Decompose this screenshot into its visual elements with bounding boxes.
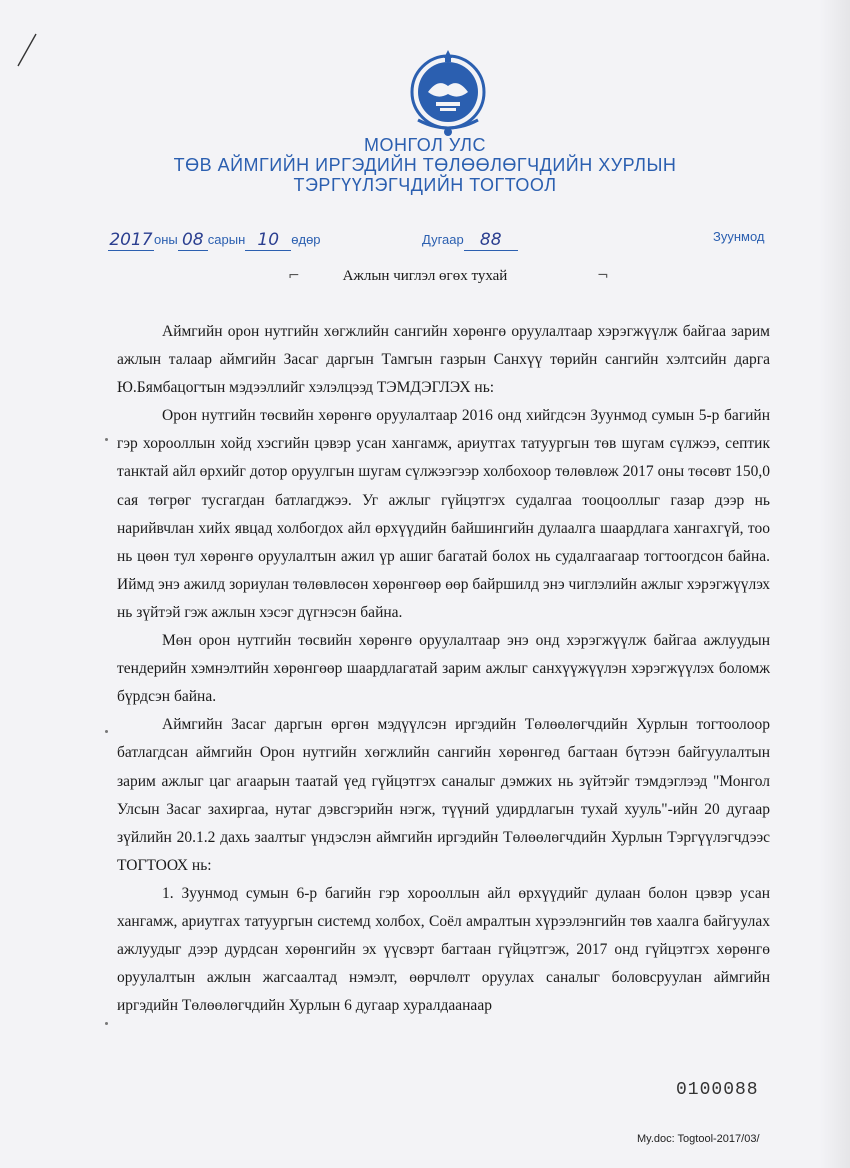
paragraph: Аймгийн Засаг даргын өргөн мэдүүлсэн иргэдийн Төлөөлөгчдийн Хурлын тогтоолоор батлагдсан аймгийн Орон нутгийн хөгжлийн сангийн хөрөнгөд багтаан бүтээн байгуулалтын зарим ажлыг цаг агаарын таатай үед гүйцэтгэх саналыг дэмжих нь зүйтэйг тэмдэглээд "Монгол Улсын Засаг захиргаа, нутаг дэвсгэрийн нэгж, түүний удирдлагын тухай хууль"-ийн 20 дугаар зүйлийн 20.1.2 дахь заалтыг үндэслэн аймгийн иргэдийн Төлөөлөгчдийн Хурлын Тэргүүлэгчдээс ТОГТООХ нь: bbox=[117, 716, 770, 874]
state-emblem-icon bbox=[408, 42, 488, 140]
scan-dot bbox=[105, 1022, 108, 1025]
header-doc-type: ТЭРГҮҮЛЭГЧДИЙН ТОГТООЛ bbox=[293, 175, 557, 195]
subject-bracket-right: ¬ bbox=[597, 268, 609, 284]
paragraph: Аймгийн орон нутгийн хөгжлийн сангийн хөрөнгө оруулалтаар хэрэгжүүлж байгаа зарим ажлын талаар аймгийн Засаг даргын Тамгын газрын Санхүү төрийн сангийн хэлтсийн дарга Ю.Бямбацогтын мэдээллийг хэлэлцээд ТЭМДЭГЛЭХ нь: bbox=[117, 323, 770, 397]
pen-mark bbox=[14, 30, 44, 70]
number-label: Дугаар bbox=[422, 232, 464, 247]
doc-number: 88 bbox=[464, 230, 518, 251]
footer-filename: My.doc: Togtool-2017/03/ bbox=[637, 1133, 760, 1145]
scan-dot bbox=[105, 438, 108, 441]
date-year: 2017 bbox=[109, 230, 153, 250]
date-month: 08 bbox=[178, 230, 208, 251]
paragraph: Орон нутгийн төсвийн хөрөнгө оруулалтаар 2016 онд хийгдсэн Зуунмод сумын 5-р багийн гэр хорооллын хойд хэсгийн цэвэр усан хангамж, ариутгах татуургын төв шугам сүлжээ, септик танктай айл өрхийг дотор оруулгын шугам сүлжээгээр холбохоор төлөвлөж 2017 оны төсөвт 150,0 сая төгрөг тусгагдан батлагджээ. Уг ажлыг гүйцэтгэх судалгаа тооцооллыг газар дээр нь нарийвчлан хийх явцад холбогдох айл өрхүүдийн байшингийн дулаалга шаардлага хангахгүй, тоо нь цөөн тул хөрөнгө оруулалтын ажил үр ашиг багатай болох нь судалгаагаар тогтоогдсон байна. Иймд энэ ажилд зориулан төлөвлөсөн хөрөнгөөр өөр байршилд энэ чиглэлийн ажлыг хэрэгжүүлэх нь зүйтэй гэж ажлын хэсэг дүгнэсэн байна. bbox=[117, 407, 770, 621]
document-body bbox=[117, 318, 770, 1020]
paragraph: Мөн орон нутгийн төсвийн хөрөнгө оруулалтаар энэ онд хэрэгжүүлж байгаа ажлуудын тендерийн хэмнэлтийн хөрөнгөөр шаардлагатай зарим ажлыг санхүүжүүлэн хэрэгжүүлэх боломж бүрдсэн байна. bbox=[117, 632, 770, 706]
date-year-label: оны bbox=[154, 232, 178, 247]
date-day: 10 bbox=[245, 230, 291, 251]
date-day-label: өдөр bbox=[291, 232, 321, 247]
subject-bracket-left: ⌐ bbox=[288, 268, 300, 284]
subject-title: Ажлын чиглэл өгөх тухай bbox=[342, 268, 508, 284]
stamp-number: 0100088 bbox=[676, 1080, 759, 1100]
date-line bbox=[108, 229, 321, 250]
header-org: ТӨВ АЙМГИЙН ИРГЭДИЙН ТӨЛӨӨЛӨГЧДИЙН ХУРЛЫН bbox=[173, 155, 677, 175]
header-country: МОНГОЛ УЛС bbox=[364, 135, 486, 155]
date-month-label: сарын bbox=[207, 232, 246, 247]
scan-dot bbox=[105, 730, 108, 733]
place: Зуунмод bbox=[713, 229, 765, 244]
number-line bbox=[422, 229, 518, 250]
paragraph: 1. Зуунмод сумын 6-р багийн гэр хорооллын айл өрхүүдийг дулаан болон цэвэр усан хангамж, ариутгах татуургын системд холбох, Соёл амралтын хүрээлэнгийн төв хаалга байгуулах ажлуудыг дээр дурдсан хөрөнгийн эх үүсвэрт багтаан гүйцэтгэж, 2017 онд гүйцэтгэх хөрөнгө оруулалтын ажлын жагсаалтад нэмэлт, өөрчлөлт оруулах саналыг боловсруулан аймгийн иргэдийн Төлөөлөгчдийн Хурлын 6 дугаар хуралдаанаар bbox=[117, 884, 770, 1015]
